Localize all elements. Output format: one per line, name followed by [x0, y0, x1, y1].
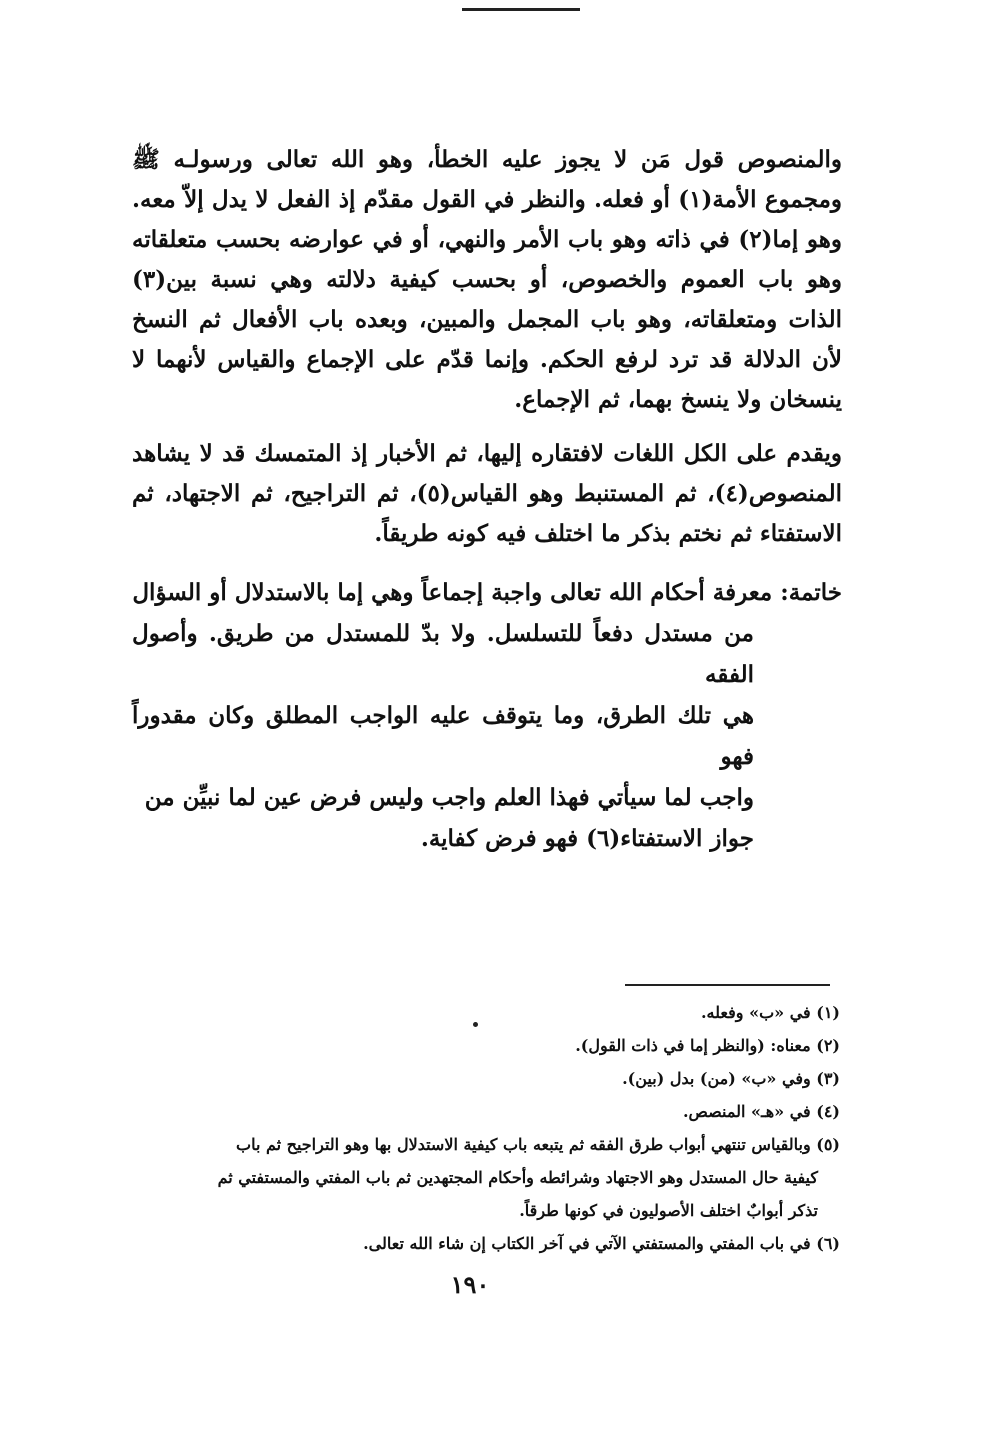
- footnote-6: (٦) في باب المفتي والمستفتي الآتي في آخر الكتاب إن شاء الله تعالى.: [363, 1234, 840, 1253]
- khatima-line-5: جواز الاستفتاء(٦) فهو فرض كفاية.: [420, 825, 754, 852]
- footnote-4: (٤) في «هـ» المنصص.: [682, 1102, 840, 1121]
- footnote-2: (٢) معناه: (والنظر إما في ذات القول).: [575, 1036, 840, 1055]
- khatima-line-3: هي تلك الطرق، وما يتوقف عليه الواجب المطلق وكان مقدوراً فهو: [132, 702, 754, 770]
- footnote-5-line-1: (٥) وبالقياس تنتهي أبواب طرق الفقه ثم يتبعه باب كيفية الاستدلال بها وهو التراجيح ثم باب: [236, 1135, 840, 1154]
- footnote-separator: [625, 984, 830, 986]
- paragraph-1: والمنصوص قول مَن لا يجوز عليه الخطأ، وهو الله تعالى ورسولـه ﷺ ومجموع الأمة(١) أو فعله. والنظر في القول مقدّم إذ الفعل لا يدل إلاّ معه. وهو إما(٢) في ذاته وهو باب الأمر والنهي، أو في عوارضه بحسب متعلقاته وهو باب العموم والخصوص، أو بحسب كيفية دلالته وهي نسبة بين(٣) الذات ومتعلقاته، وهو باب المجمل والمبين، وبعده باب الأفعال ثم النسخ لأن الدلالة قد ترد لرفع الحكم. وإنما قدّم على الإجماع والقياس لأنهما لا ينسخان ولا ينسخ بهما، ثم الإجماع.: [132, 146, 842, 413]
- khatima-line-1: معرفة أحكام الله تعالى واجبة إجماعاً وهي إما بالاستدلال أو السؤال: [132, 579, 773, 606]
- footnote-5-line-2: كيفية حال المستدل وهو الاجتهاد وشرائطه وأحكام المجتهدين ثم باب المفتي والمستفتي ثم: [217, 1168, 818, 1187]
- footnote-1: (١) في «ب» وفعله.: [700, 1003, 840, 1022]
- khatima-first-line: [132, 572, 842, 613]
- khatima-section: [132, 572, 842, 859]
- khatima-label: خاتمة:: [780, 579, 842, 606]
- footnotes: [140, 996, 840, 1260]
- footnote-5: [140, 1128, 840, 1227]
- top-rule: [462, 8, 580, 11]
- khatima-line-2: من مستدل دفعاً للتسلسل. ولا بدّ للمستدل من طريق. وأصول الفقه: [132, 620, 754, 688]
- page-number: ١٩٠: [450, 1270, 490, 1299]
- paragraph-2: ويقدم على الكل اللغات لافتقاره إليها، ثم الأخبار إذ المتمسك قد لا يشاهد المنصوص(٤)، ثم المستنبط وهو القياس(٥)، ثم التراجيح، ثم الاجتهاد، ثم الاستفتاء ثم نختم بذكر ما اختلف فيه كونه طريقاً.: [132, 440, 842, 547]
- footnote-3: (٣) وفي «ب» (من) بدل (بين).: [622, 1069, 840, 1088]
- khatima-line-4: واجب لما سيأتي فهذا العلم واجب وليس فرض عين لما نبيِّن من: [144, 784, 754, 811]
- footnote-5-line-3: تذكر أبوابٌ اختلف الأصوليون في كونها طرقاً.: [519, 1201, 818, 1220]
- main-text: [132, 140, 842, 859]
